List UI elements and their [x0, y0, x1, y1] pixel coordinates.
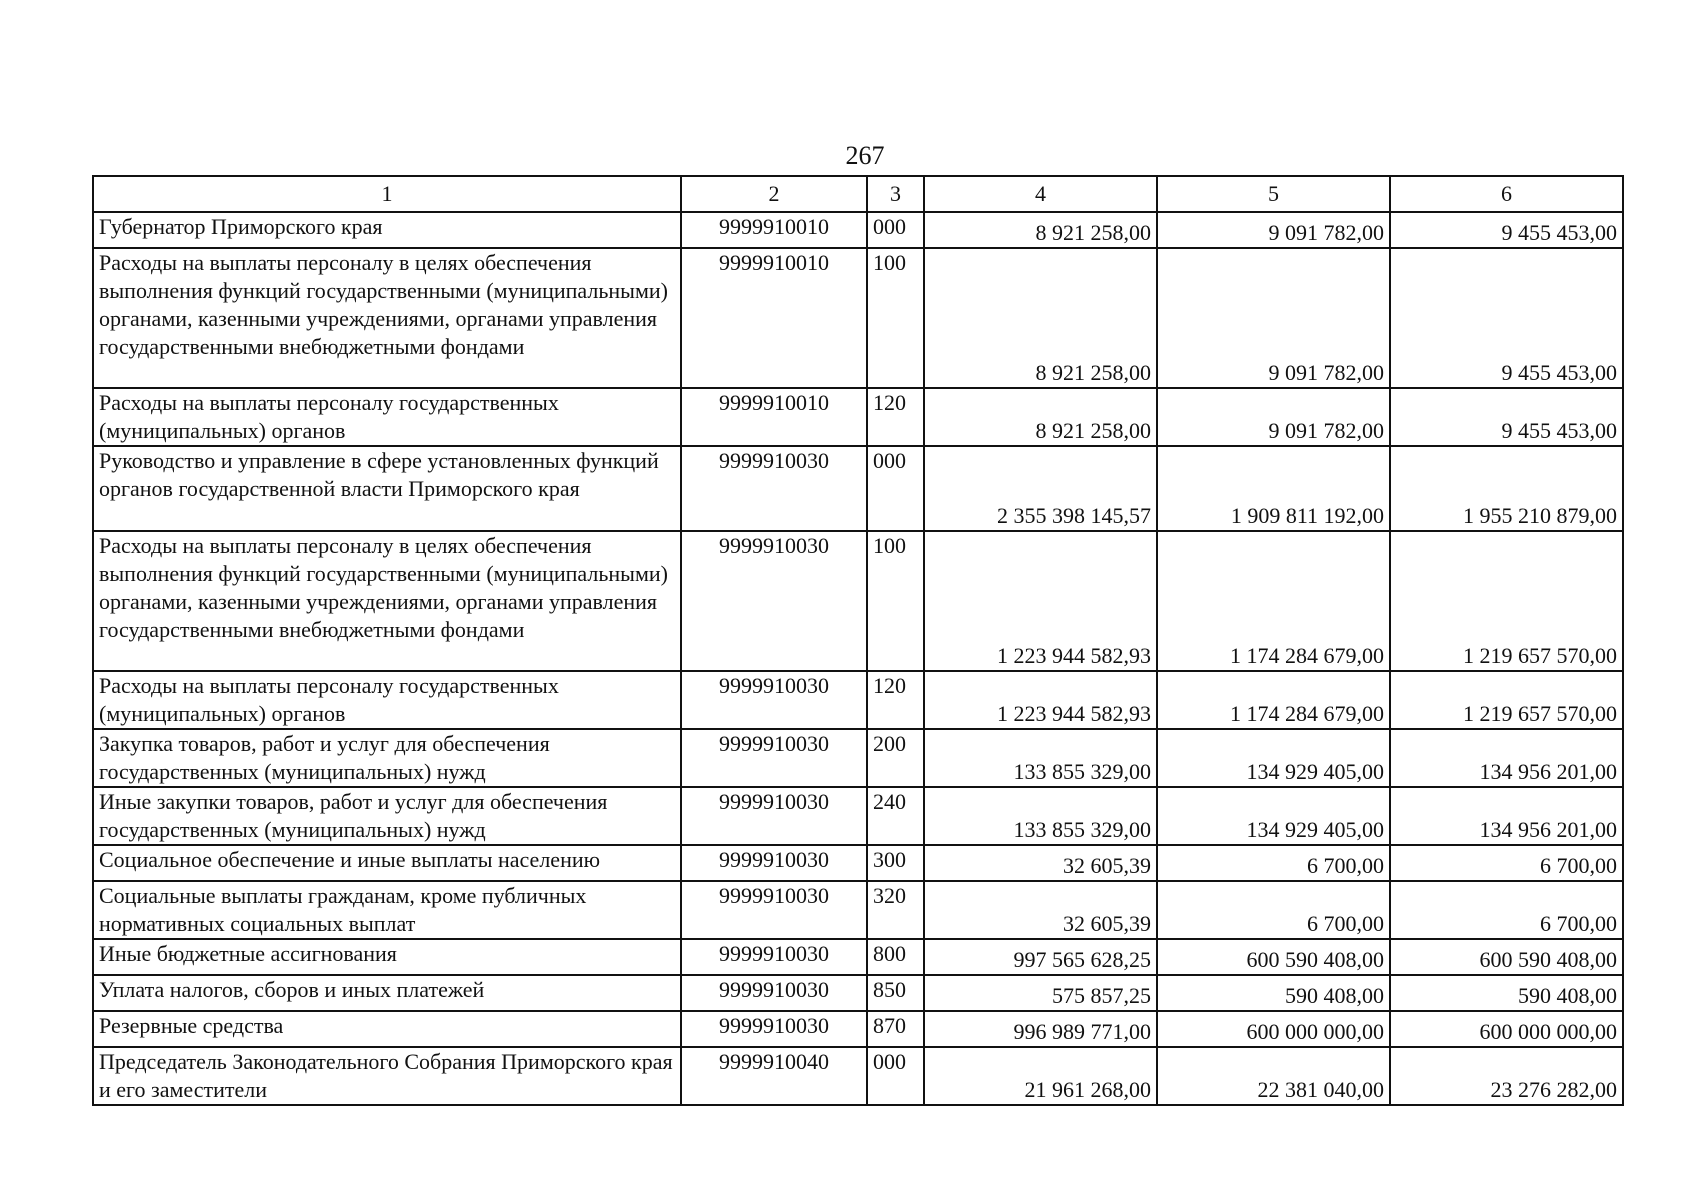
expense-type-cell: 320 — [867, 881, 924, 939]
column-header: 5 — [1157, 176, 1390, 212]
amount-year2-cell: 600 000 000,00 — [1157, 1011, 1390, 1047]
amount-year1-cell: 8 921 258,00 — [924, 248, 1157, 388]
amount-year3-cell: 23 276 282,00 — [1390, 1047, 1623, 1105]
expense-type-cell: 000 — [867, 1047, 924, 1105]
expense-name-cell: Губернатор Приморского края — [93, 212, 681, 248]
table-row — [93, 939, 1623, 975]
expense-type-cell: 000 — [867, 212, 924, 248]
target-article-cell: 9999910030 — [681, 671, 867, 729]
expense-type-cell: 200 — [867, 729, 924, 787]
amount-year2-cell: 9 091 782,00 — [1157, 248, 1390, 388]
table-row — [93, 388, 1623, 446]
target-article-cell: 9999910030 — [681, 1011, 867, 1047]
expense-name-cell: Иные бюджетные ассигнования — [93, 939, 681, 975]
amount-year1-cell: 32 605,39 — [924, 881, 1157, 939]
amount-year2-cell: 22 381 040,00 — [1157, 1047, 1390, 1105]
target-article-cell: 9999910030 — [681, 446, 867, 531]
expense-type-cell: 850 — [867, 975, 924, 1011]
amount-year3-cell: 1 219 657 570,00 — [1390, 531, 1623, 671]
target-article-cell: 9999910030 — [681, 881, 867, 939]
table-header-row — [93, 176, 1623, 212]
expense-name-cell: Иные закупки товаров, работ и услуг для обеспечения государственных (муниципальных) нужд — [93, 787, 681, 845]
amount-year3-cell: 6 700,00 — [1390, 881, 1623, 939]
amount-year1-cell: 21 961 268,00 — [924, 1047, 1157, 1105]
column-header: 4 — [924, 176, 1157, 212]
target-article-cell: 9999910010 — [681, 212, 867, 248]
expense-name-cell: Резервные средства — [93, 1011, 681, 1047]
target-article-cell: 9999910040 — [681, 1047, 867, 1105]
page-number: 267 — [845, 141, 885, 170]
column-header: 1 — [93, 176, 681, 212]
amount-year2-cell: 1 174 284 679,00 — [1157, 671, 1390, 729]
table-row — [93, 1047, 1623, 1105]
expense-name-cell: Социальное обеспечение и иные выплаты населению — [93, 845, 681, 881]
amount-year2-cell: 1 909 811 192,00 — [1157, 446, 1390, 531]
amount-year1-cell: 8 921 258,00 — [924, 212, 1157, 248]
column-header: 3 — [867, 176, 924, 212]
amount-year1-cell: 997 565 628,25 — [924, 939, 1157, 975]
amount-year3-cell: 1 219 657 570,00 — [1390, 671, 1623, 729]
table-row — [93, 787, 1623, 845]
expense-name-cell: Социальные выплаты гражданам, кроме публичных нормативных социальных выплат — [93, 881, 681, 939]
table-row — [93, 845, 1623, 881]
expense-type-cell: 800 — [867, 939, 924, 975]
amount-year2-cell: 134 929 405,00 — [1157, 787, 1390, 845]
expense-type-cell: 870 — [867, 1011, 924, 1047]
amount-year1-cell: 133 855 329,00 — [924, 729, 1157, 787]
amount-year3-cell: 600 590 408,00 — [1390, 939, 1623, 975]
table-row — [93, 446, 1623, 531]
amount-year3-cell: 134 956 201,00 — [1390, 729, 1623, 787]
amount-year2-cell: 9 091 782,00 — [1157, 388, 1390, 446]
amount-year1-cell: 996 989 771,00 — [924, 1011, 1157, 1047]
amount-year2-cell: 134 929 405,00 — [1157, 729, 1390, 787]
expense-type-cell: 100 — [867, 531, 924, 671]
expense-name-cell: Расходы на выплаты персоналу государственных (муниципальных) органов — [93, 388, 681, 446]
amount-year2-cell: 600 590 408,00 — [1157, 939, 1390, 975]
target-article-cell: 9999910030 — [681, 787, 867, 845]
target-article-cell: 9999910030 — [681, 531, 867, 671]
expense-name-cell: Уплата налогов, сборов и иных платежей — [93, 975, 681, 1011]
amount-year1-cell: 32 605,39 — [924, 845, 1157, 881]
target-article-cell: 9999910030 — [681, 939, 867, 975]
amount-year1-cell: 575 857,25 — [924, 975, 1157, 1011]
amount-year3-cell: 600 000 000,00 — [1390, 1011, 1623, 1047]
expense-name-cell: Закупка товаров, работ и услуг для обеспечения государственных (муниципальных) нужд — [93, 729, 681, 787]
expense-name-cell: Расходы на выплаты персоналу в целях обеспечения выполнения функций государственными (муниципальными) органами, казенными учреждениями, органами управления государственными внебюджетными фондами — [93, 248, 681, 388]
table-row — [93, 212, 1623, 248]
expense-type-cell: 240 — [867, 787, 924, 845]
expense-name-cell: Председатель Законодательного Собрания Приморского края и его заместители — [93, 1047, 681, 1105]
amount-year2-cell: 6 700,00 — [1157, 881, 1390, 939]
column-header: 6 — [1390, 176, 1623, 212]
amount-year1-cell: 2 355 398 145,57 — [924, 446, 1157, 531]
expense-type-cell: 100 — [867, 248, 924, 388]
target-article-cell: 9999910030 — [681, 729, 867, 787]
expense-name-cell: Руководство и управление в сфере установленных функций органов государственной власти Приморского края — [93, 446, 681, 531]
table-row — [93, 531, 1623, 671]
amount-year2-cell: 590 408,00 — [1157, 975, 1390, 1011]
table-row — [93, 248, 1623, 388]
column-header: 2 — [681, 176, 867, 212]
expense-type-cell: 300 — [867, 845, 924, 881]
amount-year3-cell: 134 956 201,00 — [1390, 787, 1623, 845]
target-article-cell: 9999910030 — [681, 975, 867, 1011]
table-row — [93, 881, 1623, 939]
expense-name-cell: Расходы на выплаты персоналу в целях обеспечения выполнения функций государственными (муниципальными) органами, казенными учреждениями, органами управления государственными внебюджетными фондами — [93, 531, 681, 671]
budget-table — [92, 175, 1624, 1106]
amount-year3-cell: 9 455 453,00 — [1390, 212, 1623, 248]
amount-year2-cell: 6 700,00 — [1157, 845, 1390, 881]
amount-year3-cell: 6 700,00 — [1390, 845, 1623, 881]
amount-year2-cell: 1 174 284 679,00 — [1157, 531, 1390, 671]
expense-type-cell: 120 — [867, 388, 924, 446]
amount-year3-cell: 9 455 453,00 — [1390, 388, 1623, 446]
amount-year1-cell: 8 921 258,00 — [924, 388, 1157, 446]
amount-year1-cell: 1 223 944 582,93 — [924, 671, 1157, 729]
target-article-cell: 9999910010 — [681, 388, 867, 446]
table-row — [93, 729, 1623, 787]
amount-year1-cell: 133 855 329,00 — [924, 787, 1157, 845]
table-row — [93, 671, 1623, 729]
expense-type-cell: 120 — [867, 671, 924, 729]
amount-year3-cell: 590 408,00 — [1390, 975, 1623, 1011]
expense-type-cell: 000 — [867, 446, 924, 531]
amount-year2-cell: 9 091 782,00 — [1157, 212, 1390, 248]
table-row — [93, 1011, 1623, 1047]
amount-year1-cell: 1 223 944 582,93 — [924, 531, 1157, 671]
target-article-cell: 9999910010 — [681, 248, 867, 388]
table-row — [93, 975, 1623, 1011]
expense-name-cell: Расходы на выплаты персоналу государственных (муниципальных) органов — [93, 671, 681, 729]
amount-year3-cell: 1 955 210 879,00 — [1390, 446, 1623, 531]
amount-year3-cell: 9 455 453,00 — [1390, 248, 1623, 388]
target-article-cell: 9999910030 — [681, 845, 867, 881]
